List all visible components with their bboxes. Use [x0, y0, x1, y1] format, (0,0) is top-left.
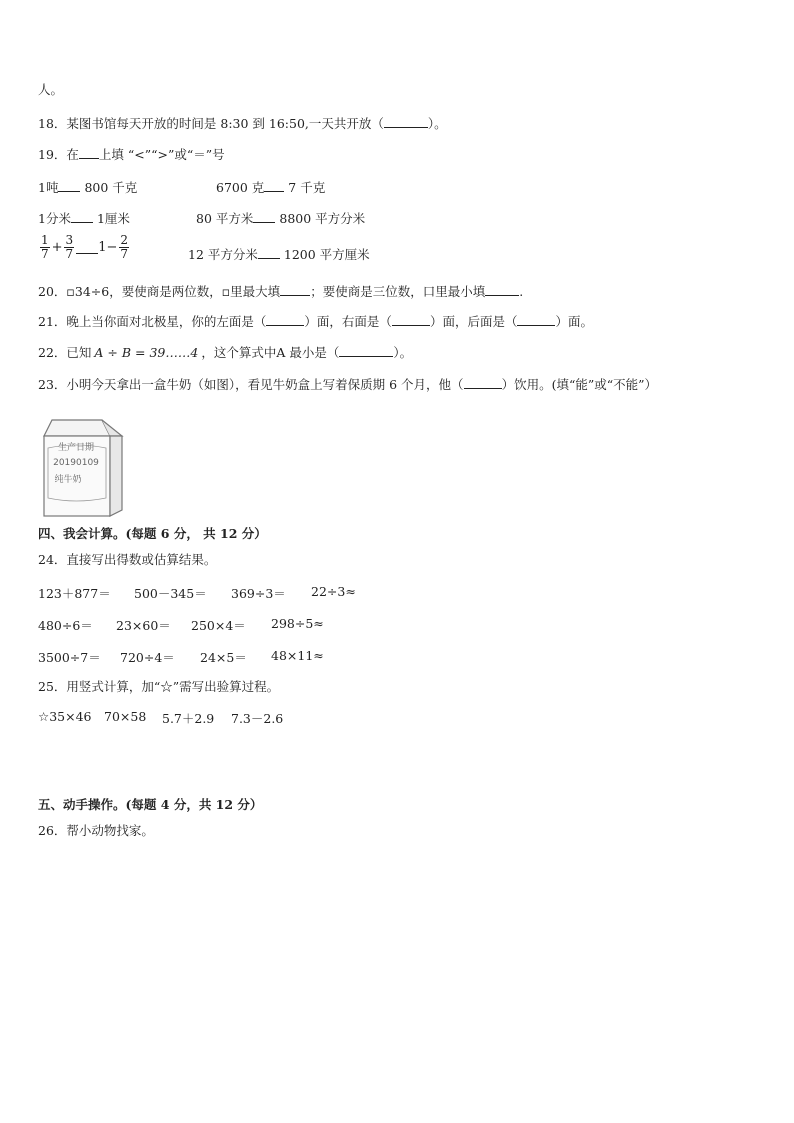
compare-blank[interactable]	[71, 210, 93, 223]
question-18	[38, 115, 447, 132]
compare-blank[interactable]	[258, 246, 280, 259]
calc-item: ☆35×46	[38, 709, 92, 724]
question-22: 22．已知 A ÷ B = 39……4 ，这个算式中A 最小是（ ）。	[38, 345, 413, 360]
calc-item: 298÷5≈	[271, 616, 324, 631]
calc-item: 48×11≈	[271, 648, 324, 663]
compare-row-2	[38, 209, 758, 225]
text-line	[38, 82, 63, 98]
question-text: 19．在	[38, 147, 79, 162]
compare-item: 1分米 1厘米	[38, 211, 130, 226]
question-23: 23．小明今天拿出一盒牛奶（如图），看见牛奶盒上写着保质期 6 个月，他（ ）饮用。(填“能”或“不能”）	[38, 377, 658, 392]
calc-item: 123＋877＝	[38, 586, 111, 601]
answer-blank[interactable]	[384, 115, 428, 128]
compare-blank[interactable]	[76, 241, 98, 254]
question-text-end: ）。	[427, 116, 447, 131]
question-20: 20．▫34÷6，要使商是两位数，▫里最大填 ；要使商是三位数，口里最小填 .	[38, 284, 524, 299]
answer-blank	[79, 146, 99, 159]
question-24: 24．直接写出得数或估算结果。	[38, 552, 217, 567]
answer-blank[interactable]	[266, 313, 304, 326]
question-19	[38, 146, 225, 163]
product-name: 纯牛奶	[54, 475, 82, 485]
question-text: 20．▫34÷6，要使商是两位数，▫里最大填	[38, 284, 281, 299]
calc-item: 24×5＝	[200, 650, 247, 665]
fraction: $\frac{2}{7}$	[120, 233, 128, 261]
compare-item: 1吨 800 千克	[38, 180, 138, 195]
calc-item: 369÷3＝	[231, 586, 286, 601]
section-5-heading: 五、动手操作。(每题 4 分，共 12 分）	[38, 797, 263, 812]
calc-item: 480÷6＝	[38, 618, 93, 633]
compare-item: 12 平方分米 1200 平方厘米	[188, 247, 370, 262]
calc-item: 250×4＝	[191, 618, 246, 633]
compare-blank[interactable]	[264, 179, 284, 192]
compare-blank[interactable]	[253, 210, 275, 223]
question-21: 21．晚上当你面对北极星，你的左面是（ ）面，右面是（ ）面，后面是（ ）面。	[38, 314, 593, 329]
fraction-expression: $\frac{1}{7}$ + $\frac{3}{7}$ 1− $\frac{2}{7}$	[41, 233, 128, 261]
production-date-value: 20190109	[53, 458, 99, 468]
milk-carton-image	[38, 414, 128, 520]
question-text: ；要使商是三位数，口里最小填	[310, 284, 486, 299]
calc-item: 23×60＝	[116, 618, 171, 633]
calc-item: 720÷4＝	[120, 650, 175, 665]
calc-item: 70×58	[104, 709, 147, 724]
answer-blank[interactable]	[464, 376, 502, 389]
calc-item: 5.7＋2.9	[162, 711, 215, 726]
compare-blank[interactable]	[58, 179, 80, 192]
production-date-label: 生产日期	[57, 443, 95, 453]
answer-blank[interactable]	[339, 344, 393, 357]
question-25: 25．用竖式计算，加“☆”需写出验算过程。	[38, 679, 280, 694]
calc-item: 7.3－2.6	[231, 711, 284, 726]
fraction: $\frac{1}{7}$	[41, 233, 49, 261]
compare-item: 6700 克 7 千克	[216, 180, 326, 195]
question-26: 26．帮小动物找家。	[38, 823, 154, 838]
compare-item: 80 平方米 8800 平方分米	[196, 211, 366, 226]
fraction: $\frac{3}{7}$	[65, 233, 74, 261]
compare-row-3	[38, 234, 758, 274]
continuation-text: 人。	[38, 82, 64, 97]
calc-item: 500－345＝	[134, 586, 207, 601]
calc-item: 3500÷7＝	[38, 650, 101, 665]
compare-row-1	[38, 178, 758, 194]
answer-blank[interactable]	[485, 283, 519, 296]
question-text: 18．某图书馆每天开放的时间是 8:30 到 16:50,一天共开放（	[38, 116, 384, 131]
section-4-heading: 四、我会计算。(每题 6 分， 共 12 分）	[38, 526, 267, 541]
question-text: 上填 “<”“>”或“＝”号	[98, 147, 225, 162]
calc-item: 22÷3≈	[311, 584, 356, 599]
answer-blank[interactable]	[392, 313, 430, 326]
answer-blank[interactable]	[280, 283, 310, 296]
equation: A ÷ B = 39……4	[94, 345, 199, 360]
answer-blank[interactable]	[517, 313, 555, 326]
